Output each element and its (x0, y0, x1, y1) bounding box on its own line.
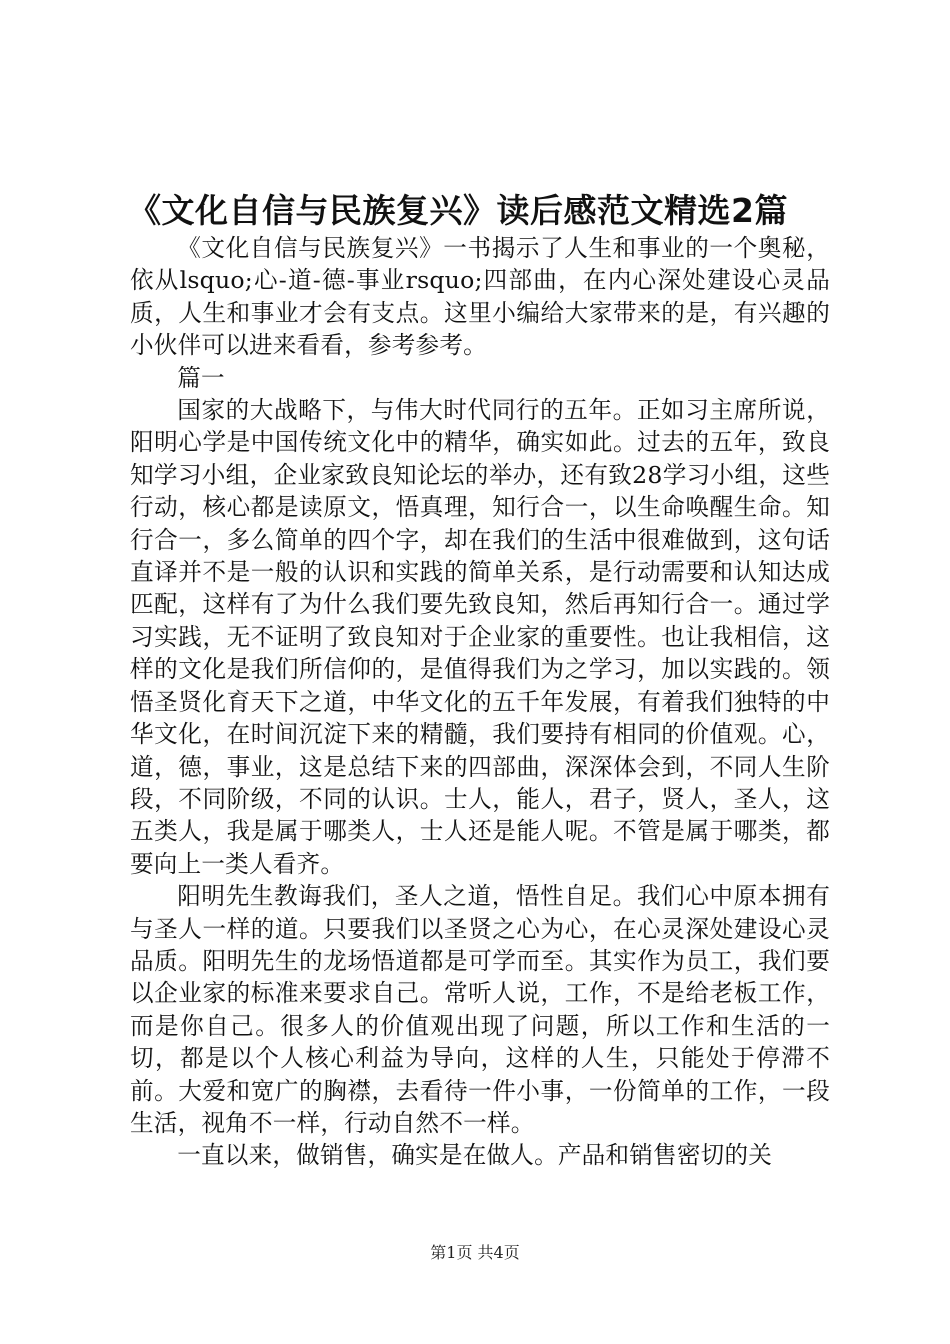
body-paragraph: 一直以来，做销售，确实是在做人。产品和销售密切的关 (177, 1141, 773, 1170)
page-number-footer: 第1页 共4页 (430, 1243, 520, 1262)
body-paragraph: 国家的大战略下，与伟大时代同行的五年。正如习主席所说，阳明心学是中国传统文化中的精华，确实如此。过去的五年，致良知学习小组，企业家致良知论坛的举办，还有致28学习小组，这些行动，核心都是读原文，悟真理，知行合一，以生命唤醒生命。知行合一，多么简单的四个字，却在我们的生活中很难做到，这句话直译并不是一般的认识和实践的简单关系，是行动需要和认知达成匹配，这样有了为什么我们要先致良知，然后再知行合一。通过学习实践，无不证明了致良知对于企业家的重要性。也让我相信，这样的文化是我们所信仰的，是值得我们为之学习，加以实践的。领悟圣贤化育天下之道，中华文化的五千年发展，有着我们独特的中华文化，在时间沉淀下来的精髓，我们要持有相同的价值观。心，道，德，事业，这是总结下来的四部曲，深深体会到，不同人生阶段，不同阶级，不同的认识。士人，能人，君子，贤人，圣人，这五类人，我是属于哪类人，士人还是能人呢。不管是属于哪类，都要向上一类人看齐。 (130, 396, 830, 878)
document-body (130, 232, 830, 1172)
intro-paragraph: 《文化自信与民族复兴》一书揭示了人生和事业的一个奥秘，依从lsquo;心-道-德-事业rsquo;四部曲，在内心深处建设心灵品质，人生和事业才会有支点。这里小编给大家带来的是，有兴趣的小伙伴可以进来看看，参考参考。 (130, 234, 830, 360)
document-title: 《文化自信与民族复兴》读后感范文精选2篇 (128, 191, 788, 230)
section-heading: 篇一 (177, 363, 225, 392)
body-paragraph: 阳明先生教诲我们，圣人之道，悟性自足。我们心中原本拥有与圣人一样的道。只要我们以圣贤之心为心，在心灵深处建设心灵品质。阳明先生的龙场悟道都是可学而至。其实作为员工，我们要以企业家的标准来要求自己。常听人说，工作，不是给老板工作，而是你自己。很多人的价值观出现了问题，所以工作和生活的一切，都是以个人核心利益为导向，这样的人生，只能处于停滞不前。大爱和宽广的胸襟，去看待一件小事，一份简单的工作，一段生活，视角不一样，行动自然不一样。 (130, 882, 830, 1137)
